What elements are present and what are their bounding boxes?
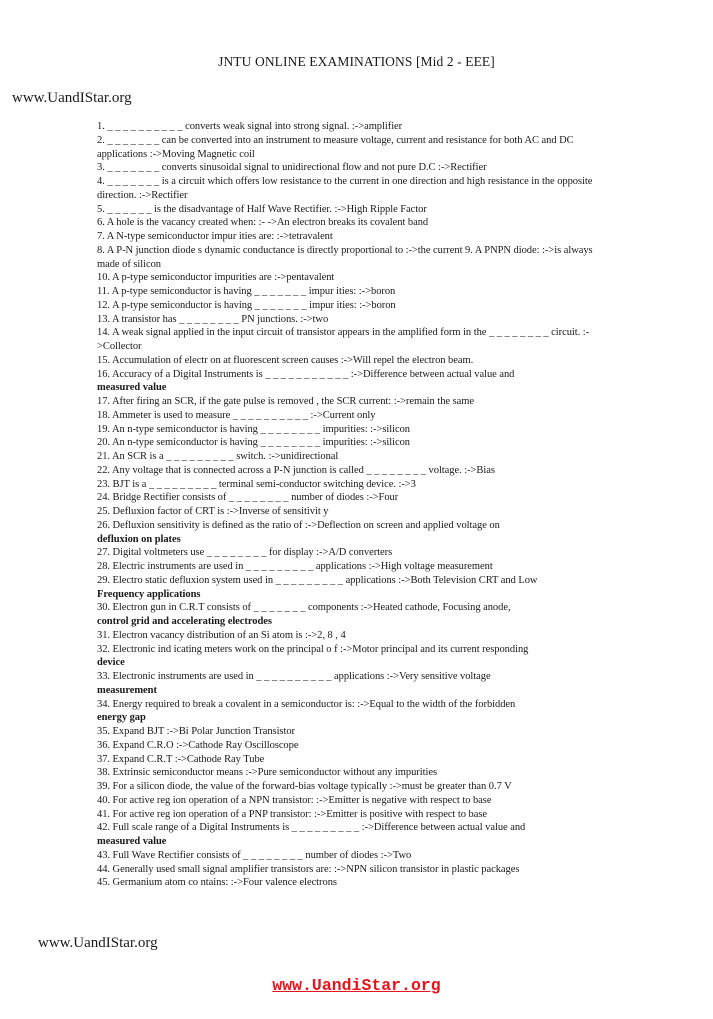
question-item	[97, 478, 605, 492]
question-text: 6. A hole is the vacancy created when: :- ->An electron breaks its covalent band	[97, 217, 429, 229]
question-item	[97, 505, 605, 519]
question-text: 31. Electron vacancy distribution of an Si atom is :->2, 8 , 4	[97, 629, 346, 641]
question-item	[97, 244, 605, 272]
question-item	[97, 560, 605, 574]
question-item	[97, 313, 605, 327]
watermark-bottom: www.UandIStar.org	[38, 935, 158, 951]
question-item	[97, 780, 605, 794]
question-text: 27. Digital voltmeters use _ _ _ _ _ _ _ _ for display :->A/D converters	[97, 547, 393, 559]
question-text: 3. _ _ _ _ _ _ _ converts sinusoidal signal to unidirectional flow and not pure D.C :->Rectifier	[97, 162, 487, 174]
question-text: 30. Electron gun in C.R.T consists of _ _ _ _ _ _ _ components :->Heated cathode, Focusing anode,	[97, 602, 511, 614]
question-item	[97, 794, 605, 808]
question-item	[97, 670, 605, 698]
question-text: 29. Electro static defluxion system used in _ _ _ _ _ _ _ _ _ applications :->Both Television CRT and Low	[97, 574, 538, 586]
question-item	[97, 134, 605, 162]
question-text: 17. After firing an SCR, if the gate pulse is removed , the SCR current: :->remain the same	[97, 396, 474, 407]
question-text: 23. BJT is a _ _ _ _ _ _ _ _ _ terminal semi-conductor switching device. :->3	[97, 478, 416, 490]
question-item	[97, 354, 605, 368]
question-item	[97, 725, 605, 739]
question-item	[97, 863, 605, 877]
question-item	[97, 409, 605, 423]
question-text: 22. Any voltage that is connected across a P-N junction is called _ _ _ _ _ _ _ _ voltage. :->Bias	[97, 464, 495, 476]
question-item	[97, 368, 605, 396]
question-text: 37. Expand C.R.T :->Cathode Ray Tube	[97, 753, 265, 765]
question-item	[97, 546, 605, 560]
page-title: JNTU ONLINE EXAMINATIONS [Mid 2 - EEE]	[218, 54, 495, 69]
answer-continuation: measured value	[97, 382, 167, 394]
question-item	[97, 821, 605, 849]
question-item	[97, 643, 605, 671]
question-text: 34. Energy required to break a covalent in a semiconductor is: :->Equal to the width of the forbidden	[97, 698, 516, 710]
question-text: 10. A p-type semiconductor impurities are :->pentavalent	[97, 272, 335, 284]
question-item	[97, 849, 605, 863]
question-item	[97, 271, 605, 285]
question-text: 33. Electronic instruments are used in _ _ _ _ _ _ _ _ _ _ applications :->Very sensitive voltage	[97, 671, 491, 682]
question-text: 5. _ _ _ _ _ _ is the disadvantage of Half Wave Rectifier. :->High Ripple Factor	[97, 203, 427, 215]
question-item	[97, 876, 605, 890]
answer-continuation: energy gap	[97, 712, 146, 724]
question-item	[97, 395, 605, 409]
question-text: 7. A N-type semiconductor impur ities are: :->tetravalent	[97, 231, 333, 242]
question-text: 18. Ammeter is used to measure _ _ _ _ _ _ _ _ _ _ :->Current only	[97, 409, 376, 421]
question-text: 24. Bridge Rectifier consists of _ _ _ _ _ _ _ _ number of diodes :->Four	[97, 492, 399, 504]
question-text: 28. Electric instruments are used in _ _ _ _ _ _ _ _ _ applications :->High voltage measurement	[97, 561, 493, 572]
question-text: 41. For active reg ion operation of a PNP transistor: :->Emitter is positive with respect to base	[97, 808, 487, 820]
question-item	[97, 698, 605, 726]
question-item	[97, 285, 605, 299]
question-item	[97, 739, 605, 753]
answer-continuation: Frequency applications	[97, 588, 201, 600]
question-text: 21. An SCR is a _ _ _ _ _ _ _ _ _ switch. :->unidirectional	[97, 451, 339, 462]
question-text: 19. An n-type semiconductor is having _ _ _ _ _ _ _ _ impurities: :->silicon	[97, 423, 411, 435]
question-item	[97, 175, 605, 203]
answer-continuation: control grid and accelerating electrodes	[97, 616, 272, 627]
question-item	[97, 326, 605, 354]
question-text: 11. A p-type semiconductor is having _ _ _ _ _ _ _ impur ities: :->boron	[97, 286, 396, 297]
question-item	[97, 216, 605, 230]
question-item	[97, 120, 605, 134]
question-item	[97, 464, 605, 478]
question-item	[97, 574, 605, 602]
question-text: 16. Accuracy of a Digital Instruments is _ _ _ _ _ _ _ _ _ _ _ :->Difference between actual value and	[97, 368, 515, 380]
question-text: 26. Defluxion sensitivity is defined as the ratio of :->Deflection on screen and applied voltage on	[97, 519, 500, 531]
watermark-top: www.UandIStar.org	[12, 90, 132, 106]
question-text: 12. A p-type semiconductor is having _ _ _ _ _ _ _ impur ities: :->boron	[97, 299, 396, 311]
answer-continuation: defluxion on plates	[97, 533, 181, 545]
question-text: 1. _ _ _ _ _ _ _ _ _ _ converts weak signal into strong signal. :->amplifier	[97, 121, 403, 132]
question-item	[97, 519, 605, 547]
question-list	[97, 120, 605, 890]
question-text: 36. Expand C.R.O :->Cathode Ray Oscilloscope	[97, 739, 299, 751]
question-text: 20. An n-type semiconductor is having _ _ _ _ _ _ _ _ impurities: :->silicon	[97, 437, 411, 449]
question-text: 38. Extrinsic semiconductor means :->Pure semiconductor without any impurities	[97, 767, 437, 779]
answer-continuation: measurement	[97, 684, 157, 696]
question-item	[97, 161, 605, 175]
question-text: 35. Expand BJT :->Bi Polar Junction Transistor	[97, 726, 295, 737]
question-item	[97, 766, 605, 780]
question-text: 4. _ _ _ _ _ _ _ is a circuit which offers low resistance to the current in one direction and high resistance in the opposite direction. :->Rectifier	[97, 176, 593, 201]
answer-continuation: measured value	[97, 836, 167, 847]
question-item	[97, 491, 605, 505]
question-text: 8. A P-N junction diode s dynamic conductance is directly proportional to :->the current 9. A PNPN diode: :->is always made of silicon	[97, 244, 593, 270]
question-item	[97, 423, 605, 437]
question-text: 32. Electronic ind icating meters work on the principal o f :->Motor principal and its current responding	[97, 643, 529, 655]
question-item	[97, 450, 605, 464]
question-text: 2. _ _ _ _ _ _ _ can be converted into an instrument to measure voltage, current and resistance for both AC and DC applications :->Moving Magnetic coil	[97, 134, 574, 160]
footer-link[interactable]: www.UandiStar.org	[272, 976, 441, 995]
question-item	[97, 629, 605, 643]
question-text: 39. For a silicon diode, the value of the forward-bias voltage typically :->must be greater than 0.7 V	[97, 781, 512, 792]
answer-continuation: device	[97, 657, 125, 669]
question-text: 15. Accumulation of electr on at fluorescent screen causes :->Will repel the electron beam.	[97, 354, 474, 366]
question-text: 14. A weak signal applied in the input circuit of transistor appears in the amplified form in the _ _ _ _ _ _ _ _ circuit. :->Collector	[97, 327, 590, 352]
question-text: 25. Defluxion factor of CRT is :->Inverse of sensitivit y	[97, 506, 329, 517]
question-text: 43. Full Wave Rectifier consists of _ _ _ _ _ _ _ _ number of diodes :->Two	[97, 849, 412, 861]
question-item	[97, 601, 605, 629]
question-item	[97, 230, 605, 244]
question-text: 45. Germanium atom co ntains: :->Four valence electrons	[97, 877, 337, 889]
question-text: 13. A transistor has _ _ _ _ _ _ _ _ PN junctions. :->two	[97, 313, 329, 325]
question-item	[97, 808, 605, 822]
question-text: 40. For active reg ion operation of a NPN transistor: :->Emitter is negative with respect to base	[97, 794, 492, 806]
question-text: 42. Full scale range of a Digital Instruments is _ _ _ _ _ _ _ _ _ :->Difference between actual value and	[97, 822, 526, 834]
question-item	[97, 299, 605, 313]
question-item	[97, 753, 605, 767]
question-item	[97, 436, 605, 450]
question-text: 44. Generally used small signal amplifier transistors are: :->NPN silicon transistor in plastic packages	[97, 863, 520, 875]
question-item	[97, 203, 605, 217]
